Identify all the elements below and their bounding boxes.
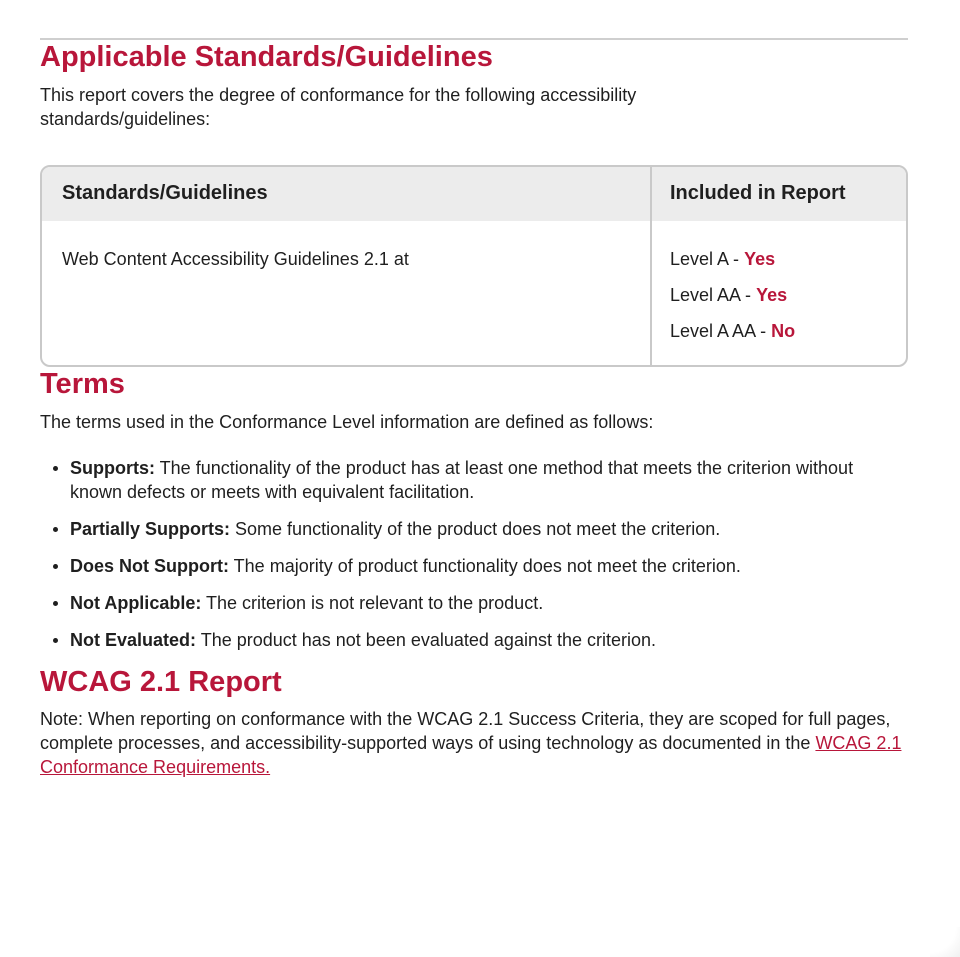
level-a-label: Level A - (670, 248, 745, 269)
terms-section-title: Terms (40, 367, 125, 400)
page-corner-shadow (930, 927, 960, 957)
level-aa-line (670, 283, 886, 307)
level-a-line (670, 247, 886, 271)
term-definition: The product has not been evaluated against the criterion. (196, 629, 657, 650)
list-item (70, 456, 908, 504)
wcag-conformance-requirements-link[interactable]: WCAG 2.1 Conformance Requirements. (40, 733, 902, 778)
term-not-evaluated: Not Evaluated: (70, 629, 197, 650)
header-standards-guidelines: Standards/Guidelines (42, 167, 652, 221)
list-item (70, 554, 908, 578)
list-item (70, 628, 908, 652)
header-included-in-report: Included in Report (670, 182, 846, 205)
wcag-section-title: WCAG 2.1 Report (40, 665, 282, 698)
list-item (70, 591, 908, 615)
term-does-not-support: Does Not Support: (70, 555, 229, 576)
level-a-value: Yes (744, 248, 776, 269)
terms-intro: The terms used in the Conformance Level information are defined as follows: (40, 411, 654, 432)
level-aaa-value: No (771, 320, 796, 341)
standards-table (40, 165, 908, 367)
term-definition: The majority of product functionality does not meet the criterion. (229, 555, 741, 576)
wcag-note (40, 707, 908, 779)
report-page (40, 0, 908, 779)
standards-table-header (42, 167, 906, 221)
term-definition: The criterion is not relevant to the product. (201, 592, 544, 613)
standard-name: Web Content Accessibility Guidelines 2.1 at (42, 221, 652, 365)
level-aa-value: Yes (756, 284, 788, 305)
standards-intro: This report covers the degree of conformance for the following accessibility standards/guidelines: (40, 84, 637, 129)
term-definition: Some functionality of the product does not meet the criterion. (230, 518, 721, 539)
levels-cell (652, 221, 906, 365)
term-supports: Supports: (70, 457, 155, 478)
term-not-applicable: Not Applicable: (70, 592, 202, 613)
level-aa-label: Level AA - (670, 284, 757, 305)
level-aaa-line (670, 319, 886, 343)
standards-section-title: Applicable Standards/Guidelines (40, 41, 493, 73)
terms-list (40, 456, 908, 652)
list-item (70, 517, 908, 541)
table-row (42, 221, 906, 365)
level-aaa-label: Level A AA - (670, 320, 772, 341)
term-definition: The functionality of the product has at least one method that meets the criterion without known defects or meets with equivalent facilitation. (70, 457, 854, 502)
term-partially-supports: Partially Supports: (70, 518, 231, 539)
wcag-note-text: Note: When reporting on conformance with the WCAG 2.1 Success Criteria, they are scoped for full pages, complete processes, and accessibility-supported ways of using technology as documented in the (40, 709, 891, 754)
